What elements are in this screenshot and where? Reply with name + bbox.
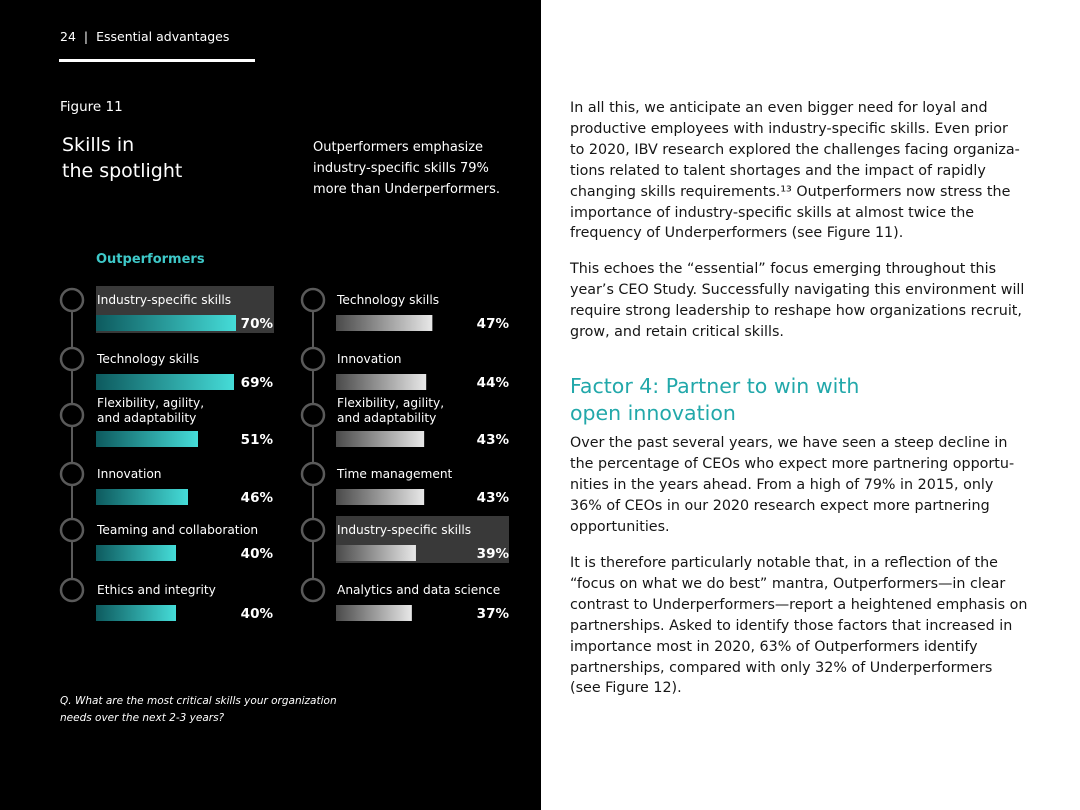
category-label: Innovation [337,352,402,366]
bar [96,489,188,505]
body-paragraph-2: This echoes the “essential” focus emerging throughout this year’s CEO Study. Successfully navigating this environment will require strong leadership to reshape how organizations recruit, grow, and retain critical skills. [570,261,1025,340]
category-label: Time management [337,467,453,481]
timeline-ring [61,348,83,370]
bar [336,431,424,447]
value-label: 39% [476,546,509,562]
value-label: 46% [240,490,273,506]
timeline-ring [61,519,83,541]
bar [96,315,236,331]
category-label: Innovation [97,467,162,481]
timeline-ring [61,579,83,601]
category-label: Industry-specific skills [97,293,232,307]
category-label: Industry-specific skills [337,523,472,537]
body-paragraph-3: Over the past several years, we have seen a steep decline in the percentage of CEOs who expect more partnering opportu- nities in the years ahead. From a high of 79% in 2015, only 36% of CEOs in our 2020 research expect more partnering opportunities. [570,435,1015,535]
bar [336,315,432,331]
value-label: 40% [240,606,273,622]
bar [336,545,416,561]
timeline-ring [302,519,324,541]
category-label: Teaming and collaboration [97,523,259,537]
bar [336,605,412,621]
timeline-ring [61,463,83,485]
value-label: 44% [476,375,509,391]
category-label: Technology skills [337,293,440,307]
timeline-ring [61,404,83,426]
bar [336,374,426,390]
page-number: 24 [60,29,76,44]
value-label: 69% [240,375,273,391]
value-label: 43% [476,490,509,506]
bar [336,489,424,505]
category-label: Ethics and integrity [97,583,216,597]
body-paragraph-1: In all this, we anticipate an even bigger need for loyal and productive employees with industry-specific skills. Even prior to 2020, IBV research explored the challenges facing organiza- tions related to talent shortages and the impact of rapidly changing skills requirements.¹³ Outperformers now stress the importance of industry-specific skills at almost twice the frequency of Underperformers (see Figure 11). [570,100,1020,242]
chart-subtitle: Outperformers emphasize industry-specific skills 79% more than Underperformers. [313,140,500,197]
value-label: 70% [240,316,273,332]
value-label: 37% [476,606,509,622]
value-label: 43% [476,432,509,448]
timeline-ring [302,289,324,311]
timeline-ring [302,463,324,485]
category-label: Flexibility, agility, and adaptability [337,396,445,425]
timeline-ring [302,404,324,426]
factor-4-heading: Factor 4: Partner to win with open innovation [570,374,860,425]
bar [96,545,176,561]
value-label: 47% [476,316,509,332]
value-label: 51% [240,432,273,448]
timeline-ring [61,289,83,311]
value-label: 40% [240,546,273,562]
chart-title: Skills in the spotlight [62,134,183,182]
series-heading-outperformers: Outperformers [96,252,205,267]
timeline-ring [302,579,324,601]
figure-label: Figure 11 [60,99,123,115]
category-label: Analytics and data science [337,583,501,597]
bar [96,605,176,621]
header-separator: | [83,29,89,44]
survey-question: Q. What are the most critical skills your organization needs over the next 2-3 years? [60,695,337,724]
bar [96,431,198,447]
bar [96,374,234,390]
section-title: Essential advantages [96,29,230,44]
timeline-ring [302,348,324,370]
category-label: Flexibility, agility, and adaptability [97,396,205,425]
category-label: Technology skills [97,352,200,366]
body-paragraph-4: It is therefore particularly notable that, in a reflection of the “focus on what we do best” mantra, Outperformers—in clear contrast to Underperformers—report a heightened emphasis on partnerships. Asked to identify those factors that increased in importance most in 2020, 63% of Outperformers identify partnerships, compared with only 32% of Underperformers (see Figure 12). [570,555,1028,697]
